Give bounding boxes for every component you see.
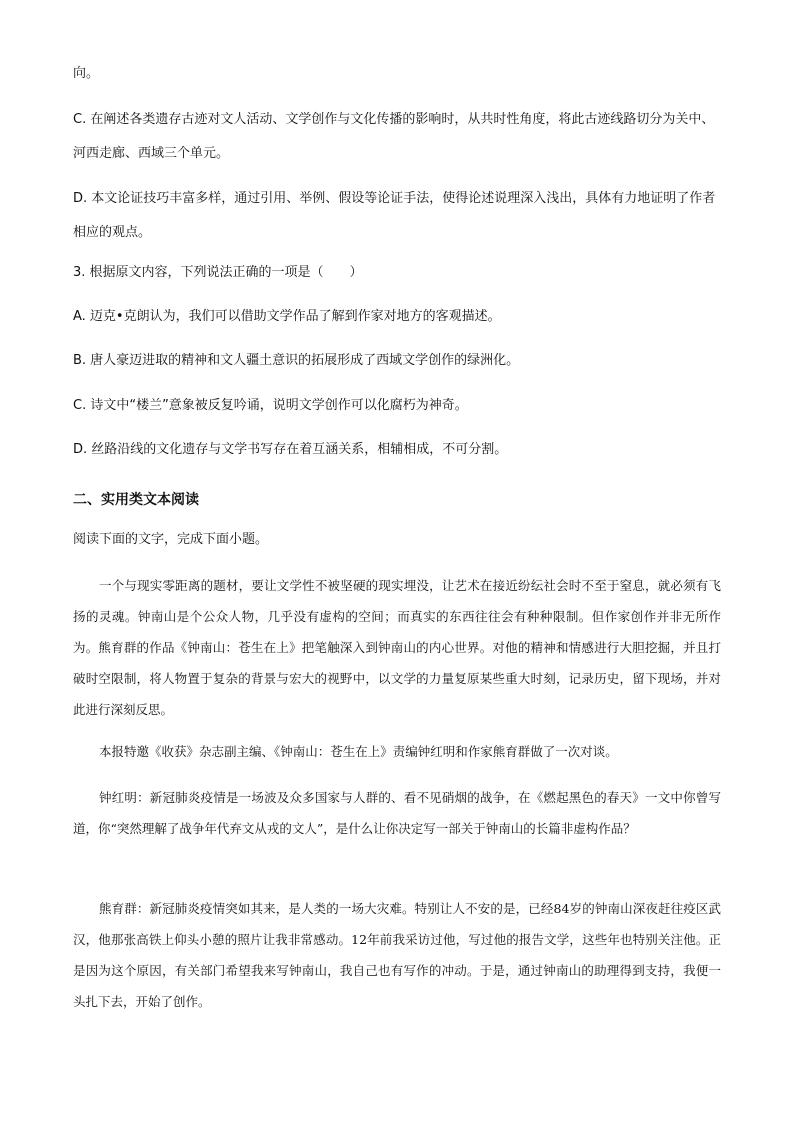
passage-paragraph-2: 本报特邀《收获》杂志副主编、《钟南山：苍生在上》责编钟红明和作家熊育群做了一次对谈。 (99, 744, 618, 759)
option-d-q2: D. 本文论证技巧丰富多样，通过引用、举例、假设等论证手法，使得论述说理深入浅出，具体有力地证明了作者相应的观点。 (73, 191, 716, 240)
question-3: 3. 根据原文内容，下列说法正确的一项是（ ） (73, 265, 363, 280)
passage-paragraph-1: 一个与现实零距离的题材，要让文学性不被坚硬的现实埋没，让艺术在接近纷纭社会时不至于窒息，就必须有飞扬的灵魂。钟南山是个公众人物，几乎没有虚构的空间；而真实的东西往往会有种种限制。但作家创作并非无所作为。熊育群的作品《钟南山：苍生在上》把笔触深入到钟南山的内心世界。对他的精神和情感进行大胆挖掘，并且打破时空限制，将人物置于复杂的背景与宏大的视野中，以文学的力量复原某些重大时刻，记录历史，留下现场，并对此进行深刻反思。 (73, 578, 721, 717)
section-heading: 二、实用类文本阅读 (73, 492, 199, 508)
instruction-text: 阅读下面的文字，完成下面小题。 (73, 532, 269, 547)
option-c-q3: C. 诗文中“楼兰”意象被反复吟诵，说明文学创作可以化腐朽为神奇。 (73, 398, 468, 413)
passage-paragraph-3: 钟红明：新冠肺炎疫情是一场波及众多国家与人群的、看不见硝烟的战争，在《燃起黑色的春天》一文中你曾写道，你“突然理解了战争年代弃文从戎的文人”，是什么让你决定写一部关于钟南山的长篇非虚构作品？ (73, 790, 721, 836)
option-d-q3: D. 丝路沿线的文化遗存与文学书写存在着互涵关系，相辅相成，不可分割。 (73, 442, 508, 457)
option-b-q3: B. 唐人豪迈进取的精神和文人疆土意识的拓展形成了西域文学创作的绿洲化。 (73, 353, 520, 368)
text-line-continuation: 向。 (73, 66, 100, 81)
option-c-q2: C. 在阐述各类遗存古迹对文人活动、文学创作与文化传播的影响时，从共时性角度，将此古迹线路切分为关中、河西走廊、西域三个单元。 (73, 112, 715, 161)
passage-paragraph-4: 熊育群：新冠肺炎疫情突如其来，是人类的一场大灾难。特别让人不安的是，已经84岁的钟南山深夜赶往疫区武汉，他那张高铁上仰头小憩的照片让我非常感动。12年前我采访过他，写过他的报告文学，这些年也特别关注他。正是因为这个原因，有关部门希望我来写钟南山，我自己也有写作的冲动。于是，通过钟南山的助理得到支持，我便一头扎下去，开始了创作。 (73, 901, 721, 1009)
option-a-q3: A. 迈克•克朗认为，我们可以借助文学作品了解到作家对地方的客观描述。 (73, 309, 501, 324)
